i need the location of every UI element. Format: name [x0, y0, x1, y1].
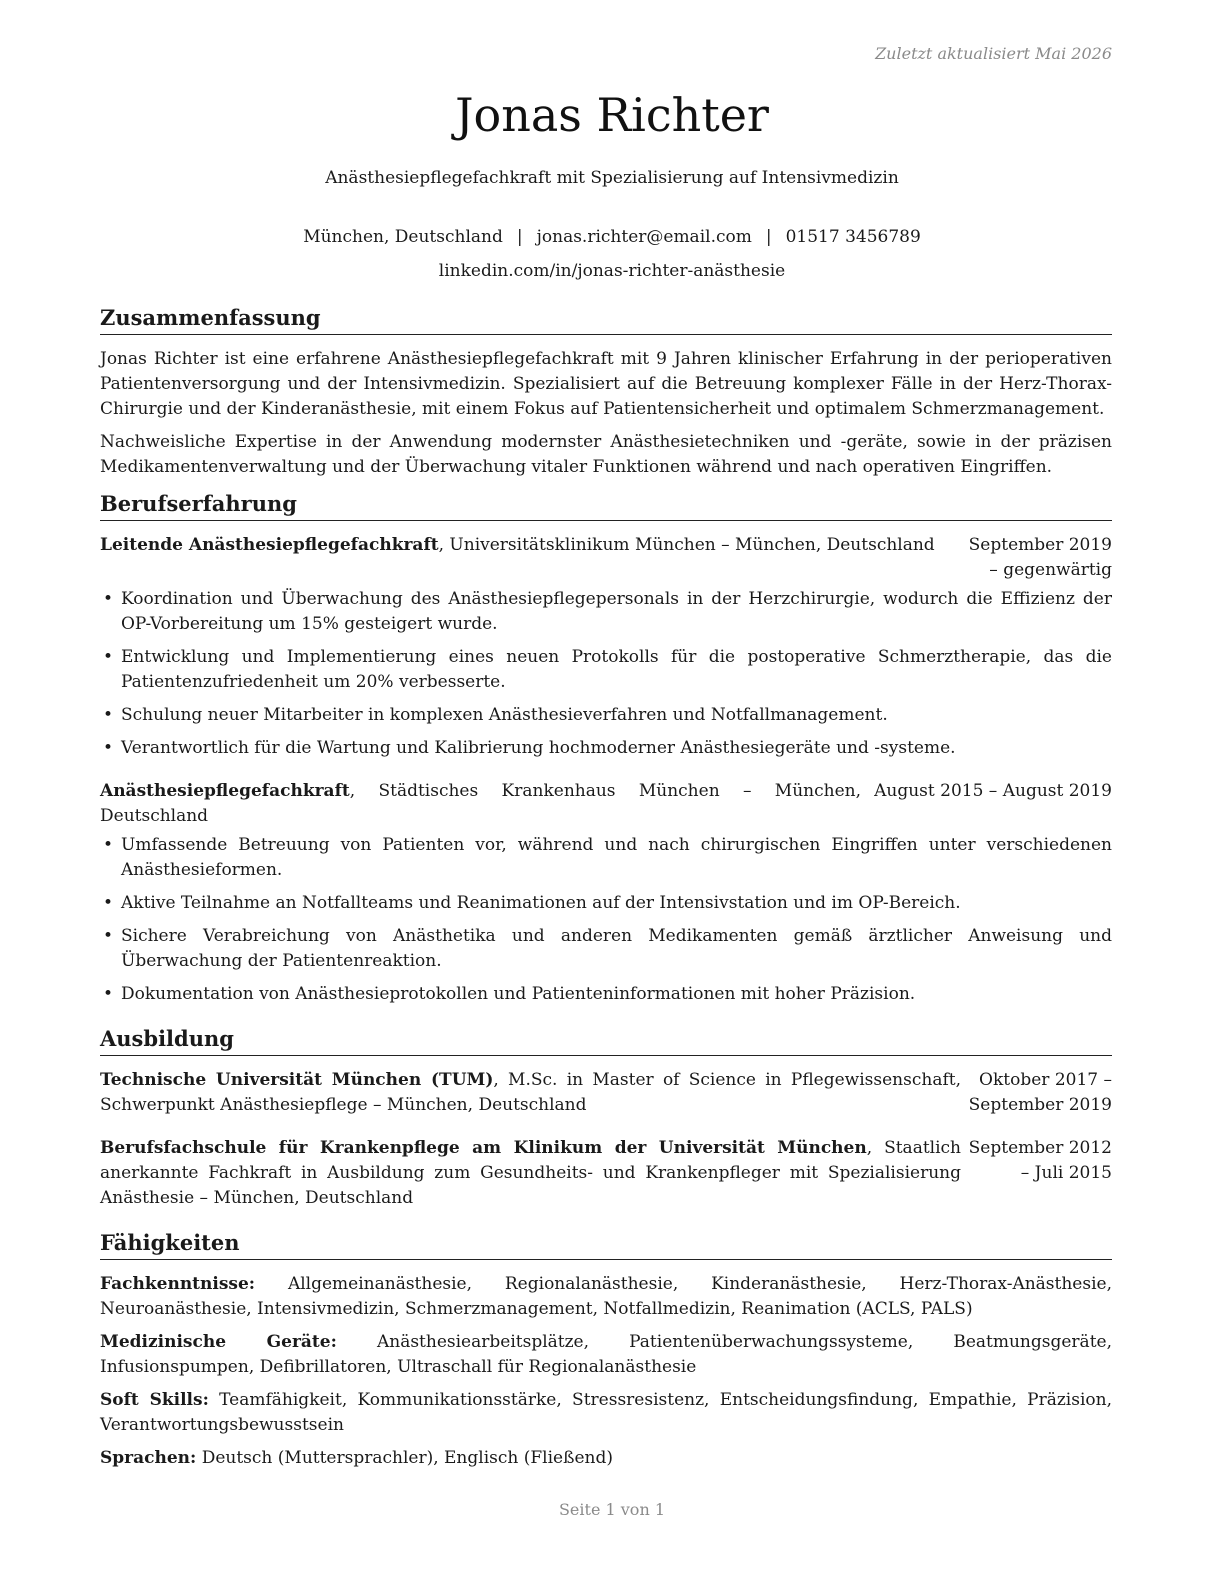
education-entry	[100, 1068, 1112, 1118]
contact-email-link[interactable]: jonas.richter@email.com	[536, 227, 752, 247]
bullet-item: • Aktive Teilnahme an Notfallteams und Reanimationen auf der Intensivstation und im OP-Bereich.	[100, 891, 1112, 916]
section-heading: Berufserfahrung	[100, 490, 1112, 521]
section-heading: Fähigkeiten	[100, 1229, 1112, 1260]
skill-group	[100, 1388, 1112, 1438]
skill-group	[100, 1272, 1112, 1322]
education-institution: Technische Universität München (TUM)	[100, 1070, 494, 1090]
job-entry	[100, 779, 1112, 1007]
job-title: Leitende Anästhesiepflegefachkraft	[100, 535, 439, 555]
bullet-item: • Umfassende Betreuung von Patienten vor, während und nach chirurgischen Eingriffen unter verschiedenen Anästhesieformen.	[100, 833, 1112, 883]
education-institution: Berufsfachschule für Krankenpflege am Klinikum der Universität München	[100, 1138, 867, 1158]
skills-section	[100, 1229, 1112, 1471]
education-entry	[100, 1136, 1112, 1211]
contact-separator: |	[516, 227, 523, 247]
section-heading: Zusammenfassung	[100, 304, 1112, 335]
contact-line	[0, 220, 1224, 254]
job-employer: , Städtisches Krankenhaus München – München, Deutschland	[100, 781, 861, 826]
job-entry	[100, 533, 1112, 761]
last-updated-note: Zuletzt aktualisiert Mai 2026	[875, 44, 1112, 63]
education-dates: Oktober 2017 – September 2019	[968, 1070, 1112, 1115]
skill-text: Deutsch (Muttersprachler), Englisch (Fließend)	[196, 1448, 613, 1468]
contact-separator: |	[765, 227, 772, 247]
contact-location: München, Deutschland	[303, 227, 503, 247]
bullet-item: • Entwicklung und Implementierung eines neuen Protokolls für die postoperative Schmerztherapie, das die Patientenzufriedenheit um 20% verbesserte.	[100, 645, 1112, 695]
experience-section	[100, 490, 1112, 1007]
summary-paragraph: Jonas Richter ist eine erfahrene Anästhesiepflegefachkraft mit 9 Jahren klinischer Erfahrung in der perioperativen Patientenversorgung und der Intensivmedizin. Spezialisiert auf die Betreuung komplexer Fälle in der Herz-Thorax-Chirurgie und der Kinderanästhesie, mit einem Fokus auf Patientensicherheit und optimalem Schmerzmanagement.	[100, 349, 1112, 419]
skill-text: Teamfähigkeit, Kommunikationsstärke, Stressresistenz, Entscheidungsfindung, Empathie, Präzision, Verantwortungsbewusstsein	[100, 1390, 1112, 1435]
education-description	[100, 1136, 967, 1211]
skill-text: Anästhesiearbeitsplätze, Patientenüberwachungssysteme, Beatmungsgeräte, Infusionspumpen, Defibrillatoren, Ultraschall für Regionalanästhesie	[100, 1332, 1112, 1377]
skill-group	[100, 1446, 1112, 1471]
job-title: Anästhesiepflegefachkraft	[100, 781, 350, 801]
skill-group	[100, 1330, 1112, 1380]
page-number: Seite 1 von 1	[558, 1500, 666, 1519]
resume-body	[100, 304, 1112, 1481]
section-heading: Ausbildung	[100, 1025, 1112, 1056]
job-description	[100, 779, 867, 829]
job-dates: September 2019 – gegenwärtig	[968, 535, 1112, 580]
job-description	[100, 533, 967, 583]
contact-linkedin-link[interactable]: linkedin.com/in/jonas-richter-anästhesie	[438, 261, 786, 281]
skill-label: Soft Skills:	[100, 1390, 209, 1410]
job-employer: , Universitätsklinikum München – München, Deutschland	[438, 535, 935, 555]
skill-text: Allgemeinanästhesie, Regionalanästhesie, Kinderanästhesie, Herz-Thorax-Anästhesie, Neuroanästhesie, Intensivmedizin, Schmerzmanagement, Notfallmedizin, Reanimation (ACLS, PALS)	[100, 1274, 1112, 1319]
candidate-subtitle: Anästhesiepflegefachkraft mit Spezialisierung auf Intensivmedizin	[325, 168, 899, 188]
skill-label: Fachkenntnisse:	[100, 1274, 256, 1294]
candidate-name: Jonas Richter	[455, 88, 769, 142]
education-degree: , Staatlich anerkannte Fachkraft in Ausbildung zum Gesundheits- und Krankenpfleger mit Spezialisierung Anästhesie – München, Deutschland	[100, 1138, 961, 1208]
bullet-item: • Dokumentation von Anästhesieprotokollen und Patienteninformationen mit hoher Präzision.	[100, 982, 1112, 1007]
contact-phone: 01517 3456789	[785, 227, 921, 247]
job-bullets	[100, 587, 1112, 761]
job-header	[100, 779, 1112, 829]
education-header	[100, 1068, 1112, 1118]
bullet-item: • Koordination und Überwachung des Anästhesiepflegepersonals in der Herzchirurgie, wodurch die Effizienz der OP-Vorbereitung um 15% gesteigert wurde.	[100, 587, 1112, 637]
education-description	[100, 1068, 967, 1118]
job-dates: August 2015 – August 2019	[874, 781, 1112, 801]
summary-paragraph: Nachweisliche Expertise in der Anwendung modernster Anästhesietechniken und -geräte, sowie in der präzisen Medikamentenverwaltung und der Überwachung vitaler Funktionen während und nach operativen Eingriffen.	[100, 432, 1112, 477]
job-header	[100, 533, 1112, 583]
education-degree: , M.Sc. in Master of Science in Pflegewissenschaft, Schwerpunkt Anästhesiepflege – München, Deutschland	[100, 1070, 961, 1115]
contact-block	[0, 220, 1224, 288]
skill-label: Medizinische Geräte:	[100, 1332, 337, 1352]
education-section	[100, 1025, 1112, 1211]
education-dates: September 2012 – Juli 2015	[968, 1138, 1112, 1183]
bullet-item: • Verantwortlich für die Wartung und Kalibrierung hochmoderner Anästhesiegeräte und -systeme.	[100, 736, 1112, 761]
skill-label: Sprachen:	[100, 1448, 197, 1468]
job-bullets	[100, 833, 1112, 1007]
bullet-item: • Sichere Verabreichung von Anästhetika und anderen Medikamenten gemäß ärztlicher Anweisung und Überwachung der Patientenreaktion.	[100, 924, 1112, 974]
education-header	[100, 1136, 1112, 1211]
bullet-item: • Schulung neuer Mitarbeiter in komplexen Anästhesieverfahren und Notfallmanagement.	[100, 703, 1112, 728]
summary-section	[100, 304, 1112, 480]
